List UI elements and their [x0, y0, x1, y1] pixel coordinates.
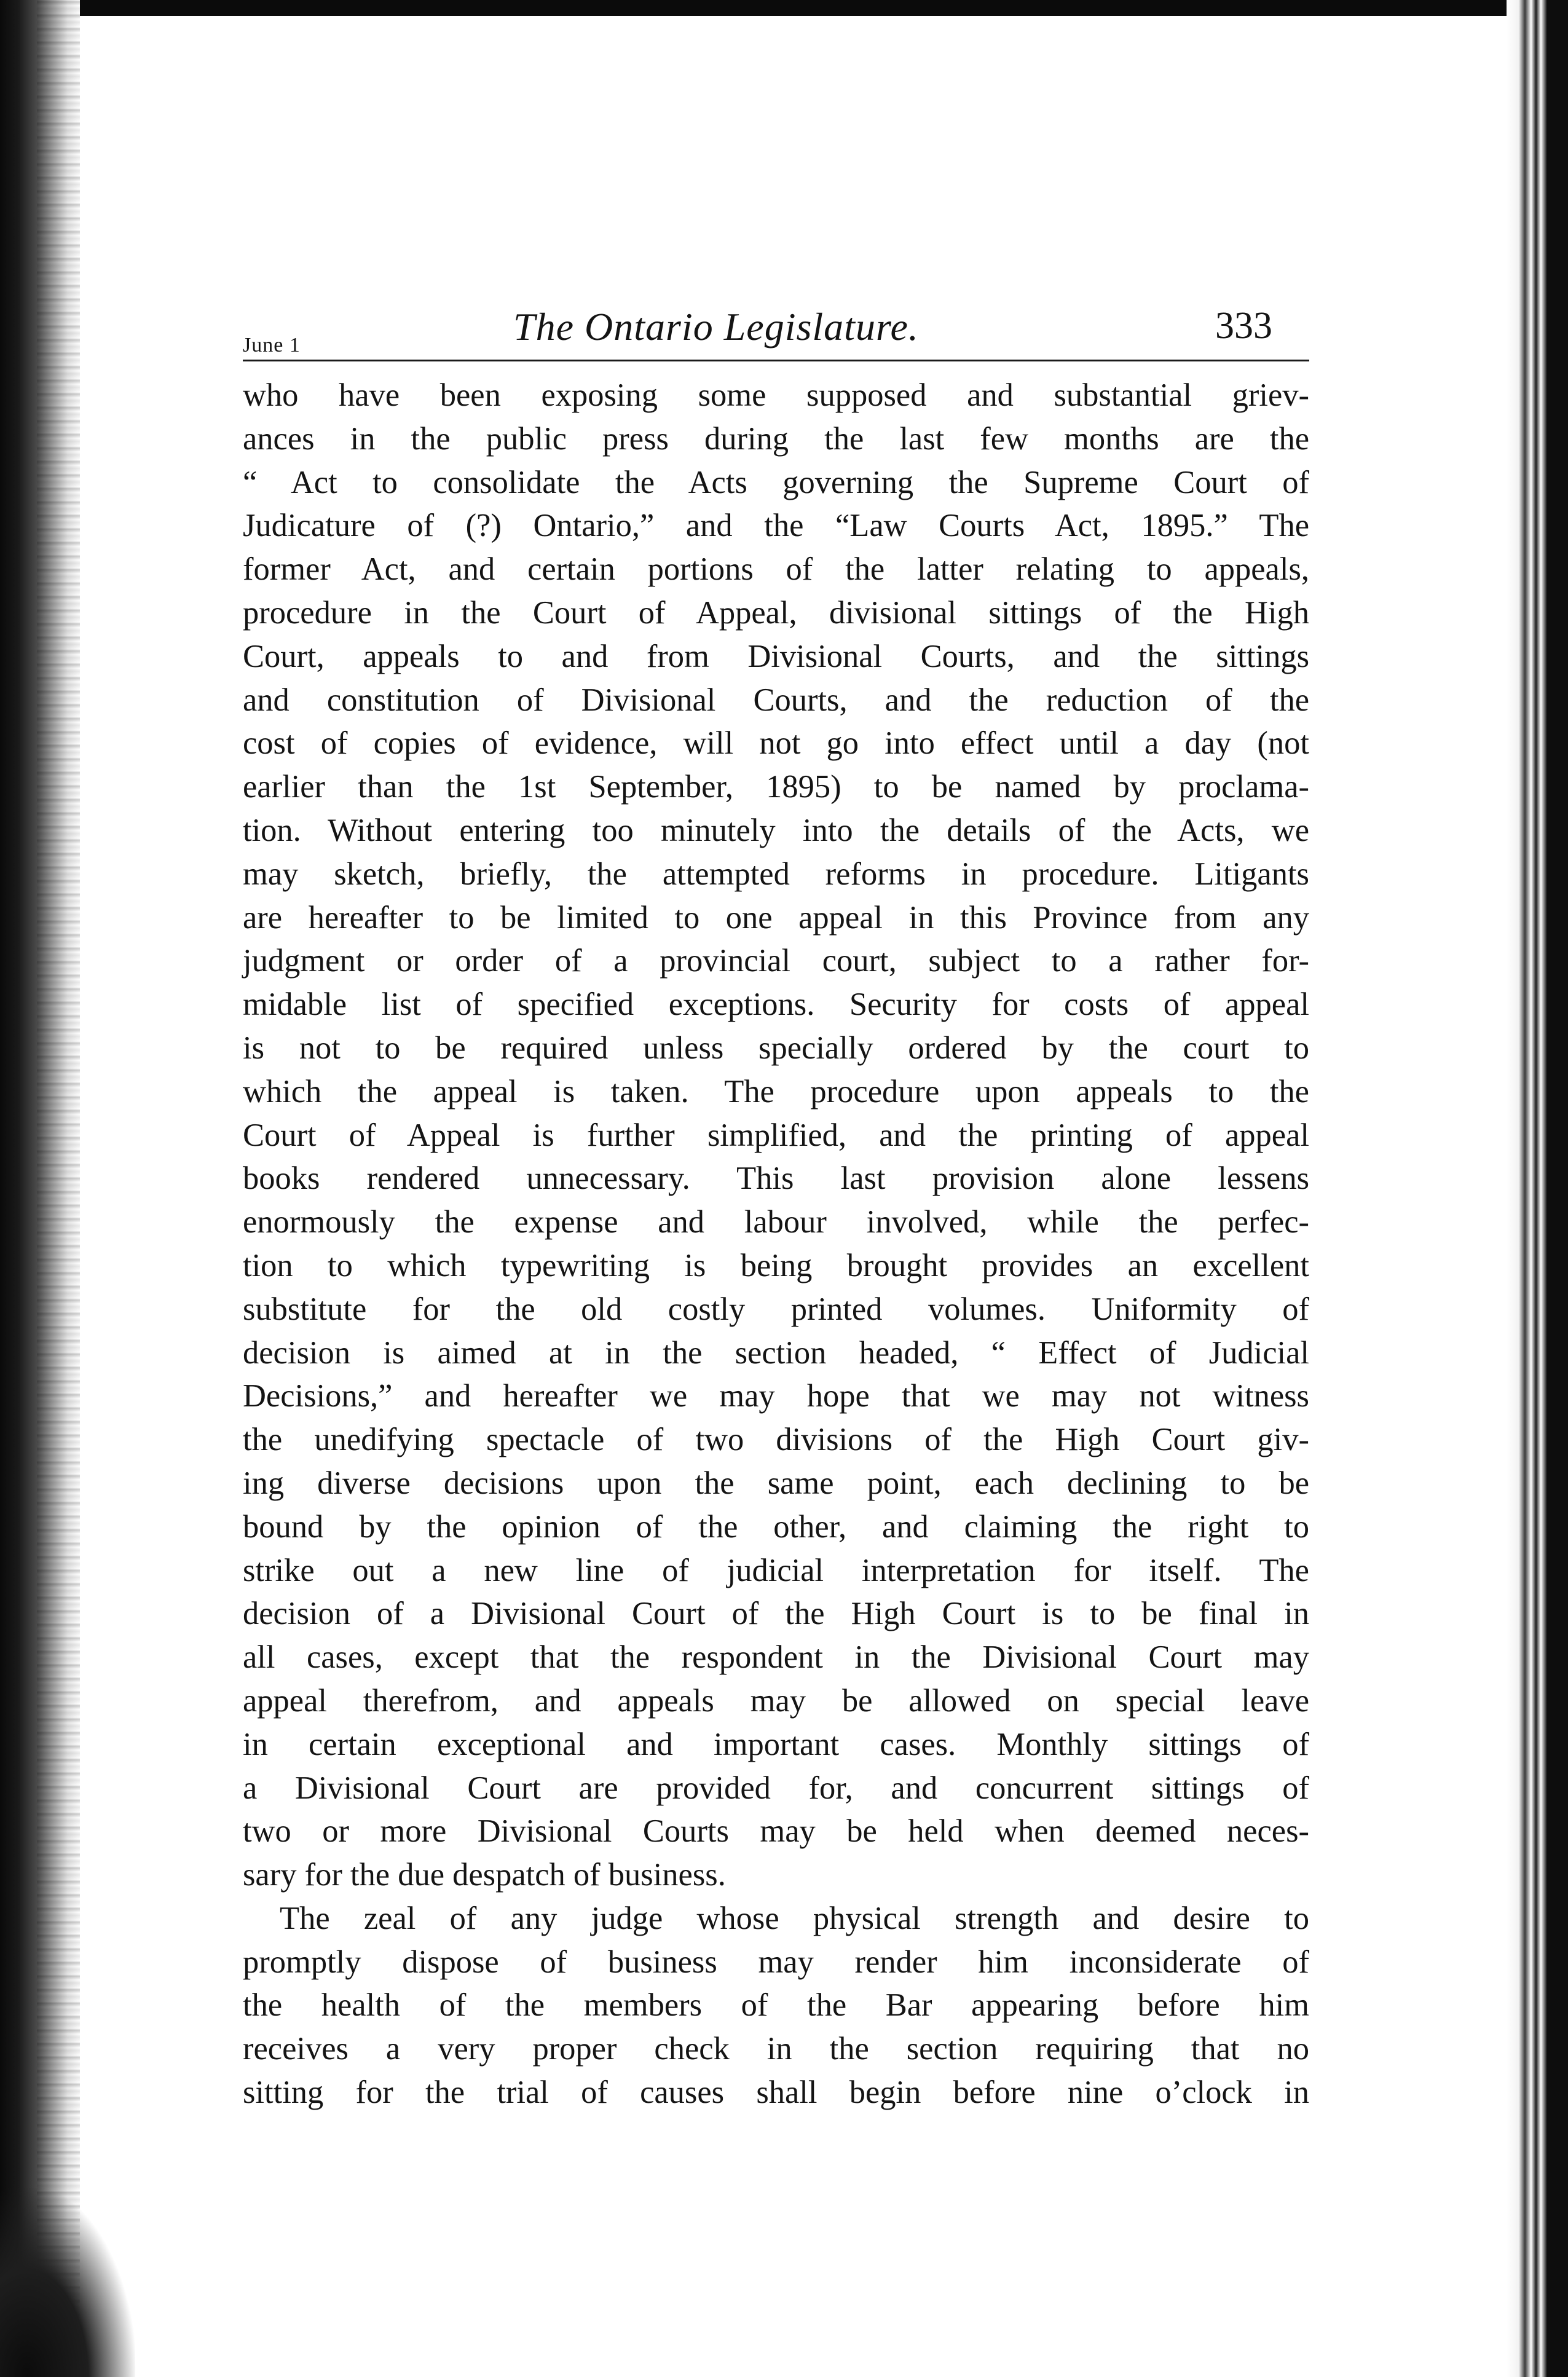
text-line: sitting for the trial of causes shall begin before nine o’clock in: [243, 2075, 1309, 2111]
text-line: tion to which typewriting is being brought provides an excellent: [243, 1247, 1309, 1283]
text-line: a Divisional Court are provided for, and concurrent sittings of: [243, 1770, 1309, 1806]
text-line: are hereafter to be limited to one appeal in this Province from any: [243, 899, 1309, 936]
text-line: who have been exposing some supposed and substantial griev-: [243, 377, 1309, 413]
book-page: [243, 304, 1309, 2115]
text-line: Decisions,” and hereafter we may hope that we may not witness: [243, 1378, 1309, 1414]
text-line: and constitution of Divisional Courts, and the reduction of the: [243, 682, 1309, 718]
text-line: books rendered unnecessary. This last provision alone lessens: [243, 1161, 1309, 1197]
running-date: June 1: [243, 334, 301, 357]
text-line: “ Act to consolidate the Acts governing the Supreme Court of: [243, 464, 1309, 500]
paragraph-start-line: The zeal of any judge whose physical strength and desire to: [280, 1900, 1309, 1936]
text-line: all cases, except that the respondent in the Divisional Court may: [243, 1639, 1309, 1676]
text-line: promptly dispose of business may render him inconsiderate of: [243, 1944, 1309, 1980]
text-line: former Act, and certain portions of the latter relating to appeals,: [243, 551, 1309, 588]
text-line: ing diverse decisions upon the same point, each declining to be: [243, 1465, 1309, 1501]
text-line: is not to be required unless specially ordered by the court to: [243, 1030, 1309, 1066]
text-line: tion. Without entering too minutely into the details of the Acts, we: [243, 812, 1309, 848]
text-line: cost of copies of evidence, will not go into effect until a day (not: [243, 725, 1309, 762]
text-line: appeal therefrom, and appeals may be allowed on special leave: [243, 1682, 1309, 1719]
text-line: in certain exceptional and important cases. Monthly sittings of: [243, 1726, 1309, 1762]
body-text: [243, 374, 1309, 2115]
text-line: bound by the opinion of the other, and claiming the right to: [243, 1508, 1309, 1545]
text-line: earlier than the 1st September, 1895) to be named by proclama-: [243, 769, 1309, 805]
text-line: the unedifying spectacle of two divisions of the High Court giv-: [243, 1422, 1309, 1458]
paragraph-end-line: sary for the due despatch of business.: [243, 1857, 726, 1893]
running-header: [243, 304, 1309, 361]
text-line: decision of a Divisional Court of the High Court is to be final in: [243, 1596, 1309, 1632]
text-line: Court, appeals to and from Divisional Courts, and the sittings: [243, 638, 1309, 674]
scan-top-shadow: [0, 0, 1568, 16]
scan-corner-shadow: [0, 2188, 135, 2377]
text-line: Court of Appeal is further simplified, and the printing of appeal: [243, 1117, 1309, 1153]
text-line: strike out a new line of judicial interpretation for itself. The: [243, 1552, 1309, 1588]
text-line: decision is aimed at in the section headed, “ Effect of Judicial: [243, 1334, 1309, 1371]
text-line: ances in the public press during the last few months are the: [243, 420, 1309, 457]
text-line: judgment or order of a provincial court, subject to a rather for-: [243, 943, 1309, 979]
text-line: midable list of specified exceptions. Security for costs of appeal: [243, 987, 1309, 1023]
text-line: procedure in the Court of Appeal, divisional sittings of the High: [243, 594, 1309, 631]
running-title: The Ontario Legislature.: [513, 305, 919, 349]
text-line: enormously the expense and labour involved, while the perfec-: [243, 1204, 1309, 1240]
text-line: the health of the members of the Bar appearing before him: [243, 1987, 1309, 2024]
text-line: two or more Divisional Courts may be held when deemed neces-: [243, 1813, 1309, 1850]
scan-edge-speckle: [37, 0, 80, 2377]
scan-right-edge: [1507, 0, 1568, 2377]
text-line: substitute for the old costly printed volumes. Uniformity of: [243, 1291, 1309, 1327]
text-line: Judicature of (?) Ontario,” and the “Law Courts Act, 1895.” The: [243, 508, 1309, 544]
text-line: which the appeal is taken. The procedure upon appeals to the: [243, 1073, 1309, 1110]
page-number: 333: [1215, 305, 1272, 347]
text-line: receives a very proper check in the section requiring that no: [243, 2031, 1309, 2067]
text-line: may sketch, briefly, the attempted reforms in procedure. Litigants: [243, 856, 1309, 892]
